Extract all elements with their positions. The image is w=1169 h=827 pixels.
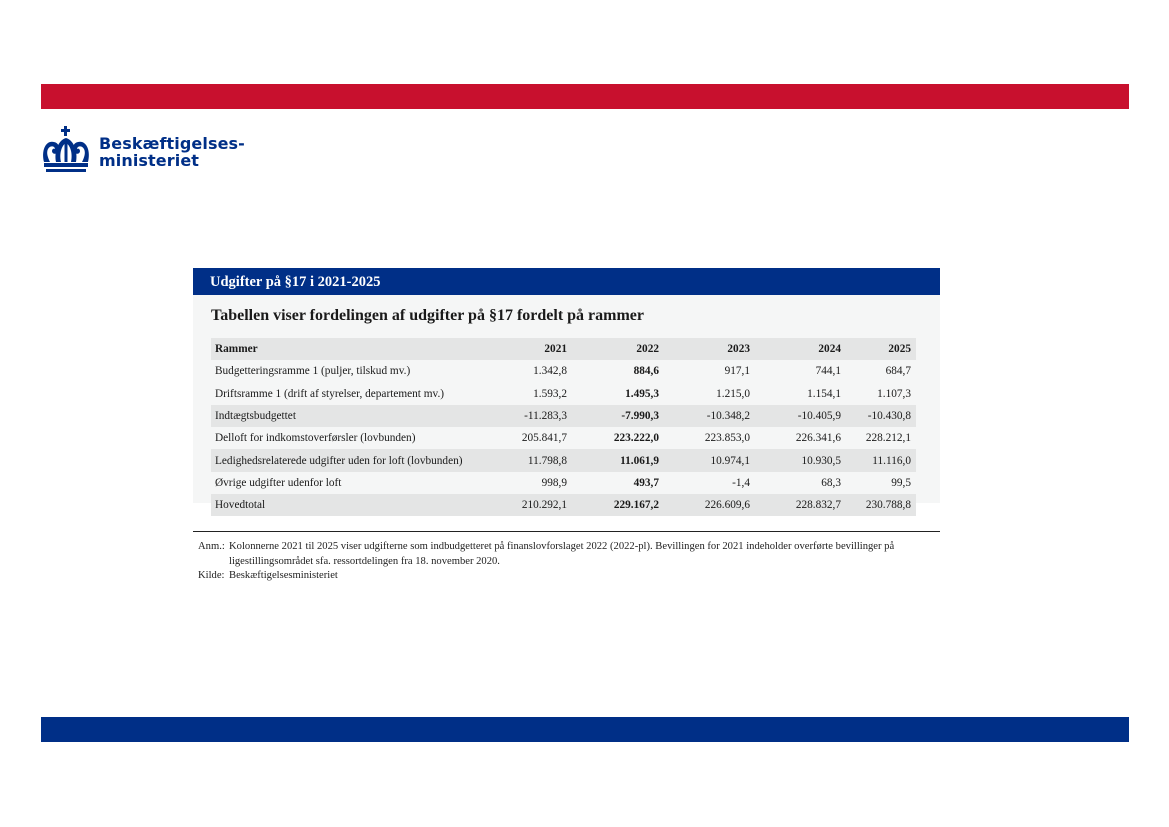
ministry-logo	[40, 126, 245, 174]
cell-2025: 1.107,3	[877, 387, 911, 400]
cell-2024: 1.154,1	[807, 387, 841, 400]
table-row	[211, 449, 916, 471]
cell-2025: 228.212,1	[865, 432, 911, 445]
table-total-row	[211, 494, 916, 516]
cell-2025: 230.788,8	[865, 499, 911, 512]
expenditure-table	[211, 338, 916, 516]
cell-2025: -10.430,8	[867, 410, 911, 423]
table-notes	[198, 540, 938, 584]
column-header-2025: 2025	[888, 343, 911, 356]
logo-wordmark	[99, 135, 245, 169]
row-label: Indtægtsbudgettet	[215, 410, 296, 423]
cell-2021: 998,9	[541, 476, 567, 489]
cell-2023: 223.853,0	[704, 432, 750, 445]
column-header-2021: 2021	[544, 343, 567, 356]
table-bottom-rule	[193, 531, 940, 532]
column-header-rammer: Rammer	[215, 343, 258, 356]
row-label: Driftsramme 1 (drift af styrelser, departement mv.)	[215, 387, 445, 400]
top-brand-bar	[41, 84, 1129, 109]
note-kilde	[198, 569, 938, 584]
cell-2021: 210.292,1	[521, 499, 567, 512]
bottom-brand-bar	[41, 717, 1129, 742]
note-anm-text: Kolonnerne 2021 til 2025 viser udgifterne som indbudgetteret på finanslovforslaget 2022 (2022-pl). Bevillingen for 2021 indeholder overførte bevillinger på ligestillingsområdet sfa. ressortdelingen fra 18. november 2020.	[229, 541, 895, 567]
table-row	[211, 405, 916, 427]
row-label: Ledighedsrelaterede udgifter uden for loft (lovbunden)	[215, 454, 463, 467]
table-row	[211, 360, 916, 382]
cell-2021: 1.593,2	[533, 387, 567, 400]
table-subtitle: Tabellen viser fordelingen af udgifter på §17 fordelt på rammer	[211, 307, 644, 324]
table-row	[211, 427, 916, 449]
row-label: Hovedtotal	[215, 499, 266, 512]
table-row	[211, 472, 916, 494]
cell-2023: 1.215,0	[716, 387, 750, 400]
cell-2023: 917,1	[724, 365, 750, 378]
panel-body	[193, 295, 940, 512]
cell-2021: 205.841,7	[521, 432, 567, 445]
cell-2023: 226.609,6	[704, 499, 750, 512]
cell-2023: 10.974,1	[710, 454, 750, 467]
cell-2024: 226.341,6	[795, 432, 841, 445]
cell-2021: -11.283,3	[524, 410, 567, 423]
column-header-2023: 2023	[727, 343, 750, 356]
row-label: Budgetteringsramme 1 (puljer, tilskud mv.)	[215, 365, 411, 378]
cell-2021: 11.798,8	[527, 454, 567, 467]
row-label: Øvrige udgifter udenfor loft	[215, 476, 342, 489]
cell-2022: -7.990,3	[621, 410, 659, 423]
note-kilde-label: Kilde:	[198, 570, 225, 581]
cell-2024: 228.832,7	[795, 499, 841, 512]
cell-2022: 493,7	[633, 476, 659, 489]
cell-2024: 744,1	[815, 365, 841, 378]
cell-2024: 68,3	[821, 476, 841, 489]
cell-2022: 1.495,3	[625, 387, 659, 400]
crown-icon	[40, 126, 92, 174]
cell-2025: 99,5	[891, 476, 911, 489]
cell-2022: 223.222,0	[613, 432, 659, 445]
cell-2023: -1,4	[732, 476, 750, 489]
panel-header: Udgifter på §17 i 2021-2025	[193, 268, 940, 295]
cell-2025: 11.116,0	[872, 454, 911, 467]
logo-line-1: Beskæftigelses-	[99, 134, 245, 153]
cell-2025: 684,7	[885, 365, 911, 378]
note-anm-label: Anm.:	[198, 541, 225, 552]
note-anm	[198, 540, 938, 569]
cell-2024: 10.930,5	[801, 454, 841, 467]
column-header-2024: 2024	[818, 343, 841, 356]
cell-2022: 229.167,2	[613, 499, 659, 512]
column-header-2022: 2022	[636, 343, 659, 356]
cell-2024: -10.405,9	[797, 410, 841, 423]
row-label: Delloft for indkomstoverførsler (lovbunden)	[215, 432, 416, 445]
table-row	[211, 383, 916, 405]
logo-line-2: ministeriet	[99, 151, 200, 170]
cell-2022: 884,6	[633, 365, 659, 378]
cell-2023: -10.348,2	[706, 410, 750, 423]
table-header-row	[211, 338, 916, 360]
table-panel	[193, 268, 940, 512]
cell-2022: 11.061,9	[620, 454, 659, 467]
cell-2021: 1.342,8	[533, 365, 567, 378]
note-kilde-text: Beskæftigelsesministeriet	[229, 570, 338, 581]
